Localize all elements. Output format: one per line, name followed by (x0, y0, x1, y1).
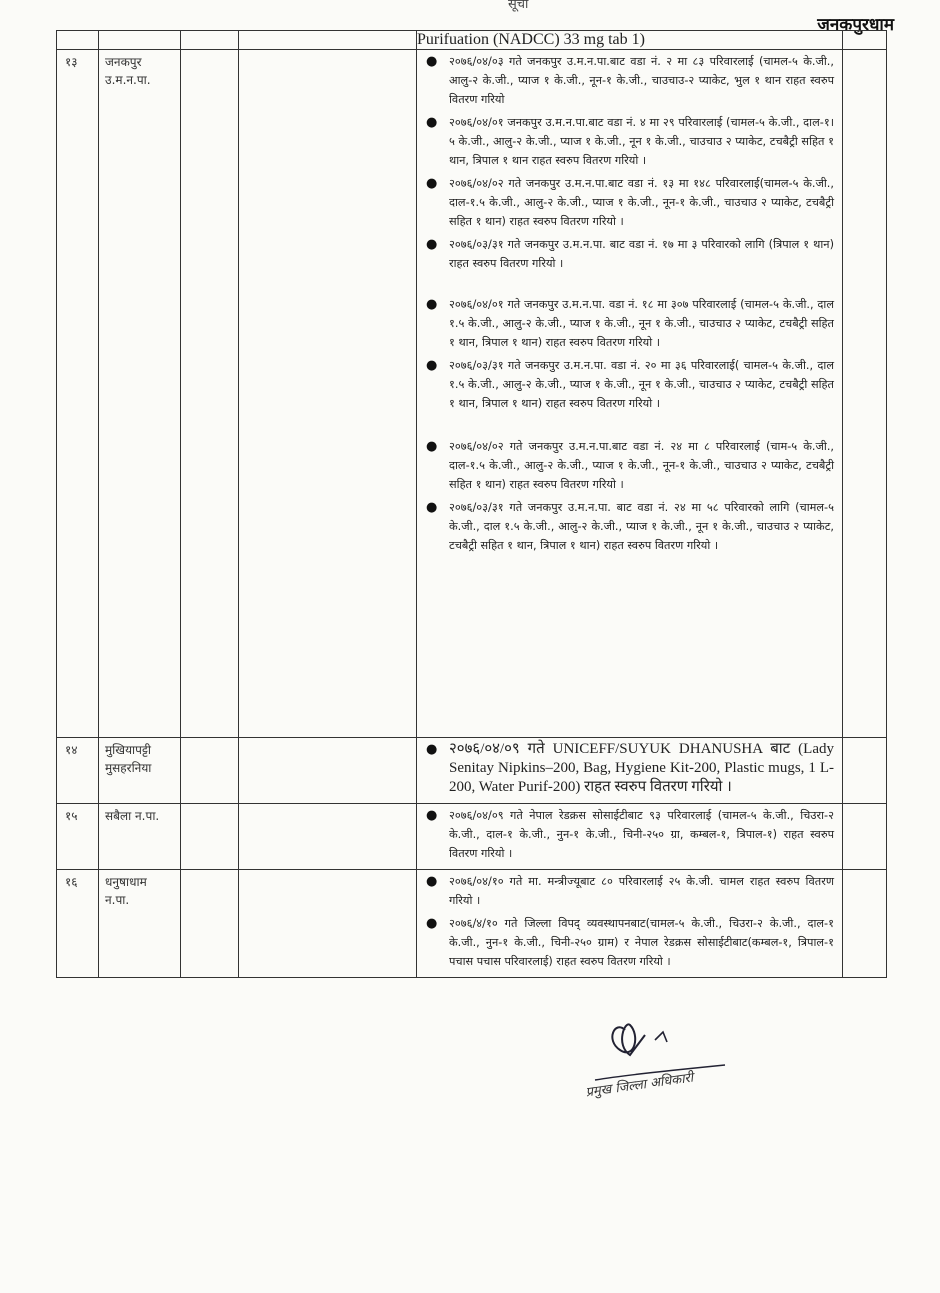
list-item (423, 356, 834, 413)
item-text: २०७६/०४/१० गते मा. मन्त्रीज्यूबाट ८० परिवारलाई २५ के.जी. चामल राहत स्वरुप वितरण गरियो । (449, 875, 834, 907)
table-row (57, 804, 887, 870)
row-description (417, 50, 843, 738)
row-number: १३ (57, 50, 99, 738)
cell-b (239, 804, 417, 870)
list-item (423, 174, 834, 231)
item-text: २०७६/०४/०९ गते UNICEFF/SUYUK DHANUSHA बाट (Lady Senitay Nipkins–200, Bag, Hygiene Kit-200, Plastic mugs, 1 L-200, Water Purif-200) राहत स्वरुप वितरण गरियो । (449, 741, 834, 795)
item-text: २०७६/०३/३१ गते जनकपुर उ.म.न.पा. बाट वडा नं. १७ मा ३ परिवारको लागि (त्रिपाल १ थान) राहत स्वरुप वितरण गरियो । (449, 238, 834, 270)
table-row-continued (57, 31, 887, 50)
cell-b (239, 31, 417, 50)
row-number: १४ (57, 738, 99, 804)
bullet-icon: ● (426, 500, 438, 515)
cell-b (239, 50, 417, 738)
table-row (57, 50, 887, 738)
place-heading: जनकपुरधाम (817, 15, 894, 35)
row-name: सबैला न.पा. (99, 804, 181, 870)
item-text: २०७६/४/१० गते जिल्ला विपद् व्यवस्थापनबाट(चामल-५ के.जी., चिउरा-२ के.जी., दाल-१ के.जी., नुन-१ के.जी., चिनी-२५० ग्राम) र नेपाल रेडक्रस सोसाईटीबाट(कम्बल-१, त्रिपाल-१ पचास पचास परिवारलाई) राहत स्वरुप वितरण गरियो । (449, 917, 834, 968)
cell-a (181, 870, 239, 978)
spacer (423, 277, 834, 291)
signature-icon (585, 1010, 735, 1120)
cell-last (843, 738, 887, 804)
item-text: २०७६/०४/०१ गते जनकपुर उ.म.न.पा. वडा नं. १८ मा ३०७ परिवारलाई (चामल-५ के.जी., दाल १.५ के.जी., आलु-२ के.जी., प्याज १ के.जी., नून १ के.जी., चाउचाउ २ प्याकेट, टचबैट्री सहित १ थान, त्रिपाल १ थान) राहत स्वरुप वितरण गरियो । (449, 298, 834, 349)
item-text: २०७६/०४/०२ गते जनकपुर उ.म.न.पा.बाट वडा नं. १३ मा १४८ परिवारलाई(चामल-५ के.जी., दाल-१.५ के.जी., आलु-२ के.जी., प्याज १ के.जी., नून-१ के.जी., चाउचाउ २ प्याकेट, टचबैट्री सहित १ थान) राहत स्वरुप वितरण गरियो । (449, 177, 834, 228)
list-item (423, 113, 834, 170)
continued-text: Purifuation (NADCC) 33 mg tab 1) (417, 31, 843, 50)
row-description (417, 804, 843, 870)
signature-title: प्रमुख जिल्ला अधिकारी (584, 1070, 695, 1101)
cell-name (99, 31, 181, 50)
cell-last (843, 804, 887, 870)
row-name: जनकपुर उ.म.न.पा. (99, 50, 181, 738)
cell-a (181, 738, 239, 804)
cell-b (239, 870, 417, 978)
cell-last (843, 31, 887, 50)
list-item (423, 235, 834, 273)
list-item (423, 52, 834, 109)
bullet-icon: ● (426, 237, 438, 252)
row-description (417, 870, 843, 978)
bullet-icon: ● (426, 358, 438, 373)
bullet-icon: ● (426, 54, 438, 69)
bullet-icon: ● (426, 742, 438, 757)
relief-table (56, 30, 887, 978)
item-text: २०७६/०४/०१ जनकपुर उ.म.न.पा.बाट वडा नं. ४ मा २९ परिवारलाई (चामल-५ के.जी., दाल-१।५ के.जी., आलु-२ के.जी., प्याज १ के.जी., नून १ के.जी., चाउचाउ २ प्याकेट, टचबैट्री सहित १ थान, त्रिपाल १ थान राहत स्वरुप वितरण गरियो । (449, 116, 834, 167)
item-text: २०७६/०३/३१ गते जनकपुर उ.म.न.पा. वडा नं. २० मा ३६ परिवारलाई( चामल-५ के.जी., दाल १.५ के.जी., आलु-२ के.जी., प्याज १ के.जी., नून १ के.जी., चाउचाउ २ प्याकेट, टचबैट्री सहित १ थान, त्रिपाल १ थान) राहत स्वरुप वितरण गरियो । (449, 359, 834, 410)
cell-no (57, 31, 99, 50)
cell-last (843, 50, 887, 738)
bullet-icon: ● (426, 115, 438, 130)
item-text: २०७६/०३/३१ गते जनकपुर उ.म.न.पा. बाट वडा नं. २४ मा ५८ परिवारको लागि (चामल-५ के.जी., दाल १.५ के.जी., आलु-२ के.जी., प्याज १ के.जी., नून १ के.जी., चाउचाउ २ प्याकेट, टचबैट्री सहित १ थान, त्रिपाल १ थान) राहत स्वरुप वितरण गरियो । (449, 501, 834, 552)
cell-b (239, 738, 417, 804)
list-item (423, 498, 834, 555)
list-item (423, 806, 834, 863)
cell-a (181, 50, 239, 738)
cell-a (181, 804, 239, 870)
row-name: धनुषाधाम न.पा. (99, 870, 181, 978)
list-item (423, 872, 834, 910)
item-text: २०७६/०४/०३ गते जनकपुर उ.म.न.पा.बाट वडा नं. २ मा ८३ परिवारलाई (चामल-५ के.जी., आलु-२ के.जी., प्याज १ के.जी., नून-१ के.जी., चाउचाउ-२ प्याकेट, भुल १ थान राहत स्वरुप वितरण गरियो (449, 55, 834, 106)
item-text: २०७६/०४/०२ गते जनकपुर उ.म.न.पा.बाट वडा नं. २४ मा ८ परिवारलाई (चाम-५ के.जी., दाल-१.५ के.जी., आलु-२ के.जी., प्याज १ के.जी., नून-१ के.जी., चाउचाउ २ प्याकेट, टचबैट्री सहित १ थान) राहत स्वरुप वितरण गरियो । (449, 440, 834, 491)
list-item (423, 740, 834, 797)
row-name: मुखियापट्टी मुसहरनिया (99, 738, 181, 804)
row-number: १६ (57, 870, 99, 978)
bullet-icon: ● (426, 297, 438, 312)
cell-a (181, 31, 239, 50)
table-row (57, 870, 887, 978)
bullet-icon: ● (426, 874, 438, 889)
spacer (423, 417, 834, 433)
table-row (57, 738, 887, 804)
header-top-fragment: सूचा (508, 0, 529, 12)
list-item (423, 437, 834, 494)
row-number: १५ (57, 804, 99, 870)
bullet-icon: ● (426, 439, 438, 454)
list-item (423, 914, 834, 971)
bullet-icon: ● (426, 176, 438, 191)
row-description (417, 738, 843, 804)
bullet-icon: ● (426, 916, 438, 931)
cell-last (843, 870, 887, 978)
item-text: २०७६/०४/०९ गते नेपाल रेडक्रस सोसाईटीबाट ९३ परिवारलाई (चामल-५ के.जी., चिउरा-२ के.जी., दाल-१ के.जी., नुन-१ के.जी., चिनी-२५० ग्रा, कम्बल-१, त्रिपाल-१) राहत स्वरुप वितरण गरियो । (449, 809, 834, 860)
bullet-icon: ● (426, 808, 438, 823)
list-item (423, 295, 834, 352)
